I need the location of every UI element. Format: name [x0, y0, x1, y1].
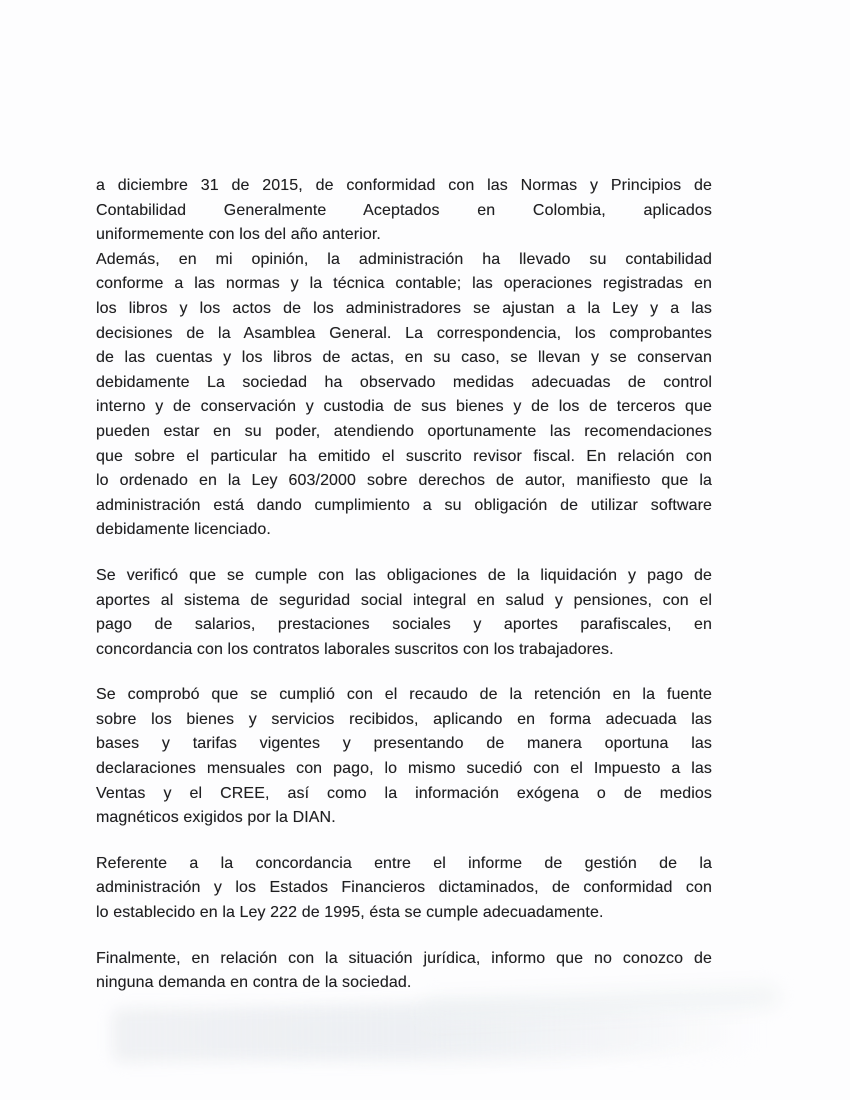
paragraph [96, 564, 712, 662]
text-line: administración y los Estados Financieros dictaminados, de conformidad con [96, 879, 712, 897]
paragraph [96, 947, 712, 996]
paragraph [96, 852, 712, 926]
text-line: administración está dando cumplimiento a su obligación de utilizar software [96, 496, 712, 514]
text-line: lo establecido en la Ley 222 de 1995, ésta se cumple adecuadamente. [96, 904, 604, 922]
text-line: bases y tarifas vigentes y presentando de manera oportuna las [96, 735, 712, 753]
text-line: Además, en mi opinión, la administración ha llevado su contabilidad [96, 250, 712, 268]
text-line: que sobre el particular ha emitido el suscrito revisor fiscal. En relación con [96, 447, 712, 465]
text-line: Se verificó que se cumple con las obligaciones de la liquidación y pago de [96, 566, 712, 584]
text-line: debidamente licenciado. [96, 521, 271, 539]
paragraph [96, 248, 712, 543]
text-line: Ventas y el CREE, así como la información exógena o de medios [96, 784, 712, 802]
text-line: pago de salarios, prestaciones sociales y aportes parafiscales, en [96, 616, 712, 634]
document-body [96, 174, 712, 996]
paragraph [96, 683, 712, 831]
text-line: Contabilidad Generalmente Aceptados en Colombia, aplicados [96, 201, 712, 219]
text-line: interno y de conservación y custodia de sus bienes y de los de terceros que [96, 398, 712, 416]
text-line: declaraciones mensuales con pago, lo mismo sucedió con el Impuesto a las [96, 760, 712, 778]
text-line: lo ordenado en la Ley 603/2000 sobre derechos de autor, manifiesto que la [96, 472, 712, 490]
text-line: magnéticos exigidos por la DIAN. [96, 809, 336, 827]
text-line: Finalmente, en relación con la situación jurídica, informo que no conozco de [96, 949, 712, 967]
scan-shading-artifact [112, 999, 761, 1062]
text-line: de las cuentas y los libros de actas, en su caso, se llevan y se conservan [96, 349, 712, 367]
text-line: concordancia con los contratos laborales suscritos con los trabajadores. [96, 640, 614, 658]
text-line: Se comprobó que se cumplió con el recaudo de la retención en la fuente [96, 686, 712, 704]
text-line: uniformemente con los del año anterior. [96, 226, 381, 244]
text-line: sobre los bienes y servicios recibidos, aplicando en forma adecuada las [96, 710, 712, 728]
paragraph [96, 174, 712, 248]
text-line: los libros y los actos de los administradores se ajustan a la Ley y a las [96, 299, 712, 317]
text-line: decisiones de la Asamblea General. La correspondencia, los comprobantes [96, 324, 712, 342]
text-line: a diciembre 31 de 2015, de conformidad con las Normas y Principios de [96, 177, 712, 194]
text-line: pueden estar en su poder, atendiendo oportunamente las recomendaciones [96, 422, 712, 440]
text-line: ninguna demanda en contra de la sociedad. [96, 974, 412, 992]
text-line: aportes al sistema de seguridad social integral en salud y pensiones, con el [96, 591, 712, 609]
text-line: Referente a la concordancia entre el informe de gestión de la [96, 854, 712, 872]
text-line: debidamente La sociedad ha observado medidas adecuadas de control [96, 373, 712, 391]
text-line: conforme a las normas y la técnica contable; las operaciones registradas en [96, 275, 712, 293]
